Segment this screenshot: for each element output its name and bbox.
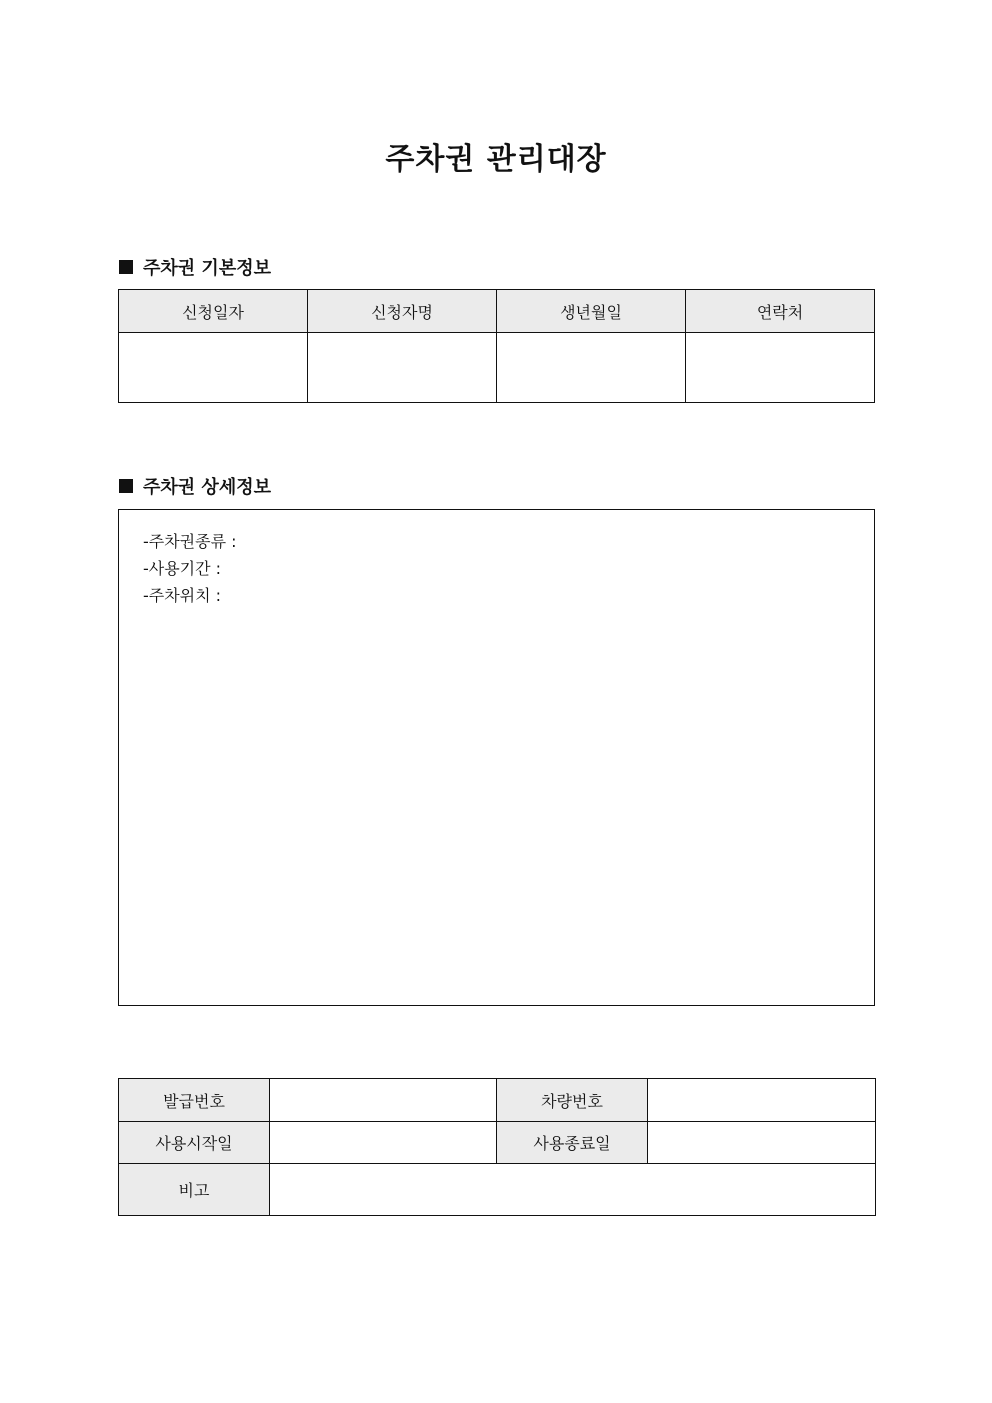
section-heading-text: 주차권 상세정보 [143, 477, 271, 498]
label-start-date: 사용시작일 [119, 1122, 270, 1164]
label-car-number: 차량번호 [497, 1079, 648, 1122]
basic-info-table [118, 289, 875, 403]
cell-issue-number[interactable] [270, 1079, 497, 1122]
detail-usage-period: -사용기간 : [143, 559, 222, 578]
detail-parking-location: -주차위치 : [143, 586, 222, 605]
header-apply-date: 신청일자 [119, 290, 308, 333]
page-title: 주차권 관리대장 [385, 142, 607, 177]
label-note: 비고 [119, 1164, 270, 1216]
cell-apply-date[interactable] [119, 333, 308, 403]
label-end-date: 사용종료일 [497, 1122, 648, 1164]
section-heading-basic [119, 254, 271, 280]
cell-applicant[interactable] [308, 333, 497, 403]
summary-table [118, 1078, 876, 1216]
cell-end-date[interactable] [648, 1122, 876, 1164]
cell-car-number[interactable] [648, 1079, 876, 1122]
header-applicant: 신청자명 [308, 290, 497, 333]
header-birthdate: 생년월일 [497, 290, 686, 333]
label-issue-number: 발급번호 [119, 1079, 270, 1122]
square-bullet-icon [119, 260, 133, 274]
header-contact: 연락처 [686, 290, 875, 333]
section-heading-text: 주차권 기본정보 [143, 258, 271, 279]
cell-note[interactable] [270, 1164, 876, 1216]
cell-start-date[interactable] [270, 1122, 497, 1164]
section-heading-detail [119, 473, 271, 499]
cell-birthdate[interactable] [497, 333, 686, 403]
cell-contact[interactable] [686, 333, 875, 403]
detail-box[interactable] [118, 509, 875, 1006]
square-bullet-icon [119, 479, 133, 493]
detail-ticket-type: -주차권종류 : [143, 532, 237, 551]
